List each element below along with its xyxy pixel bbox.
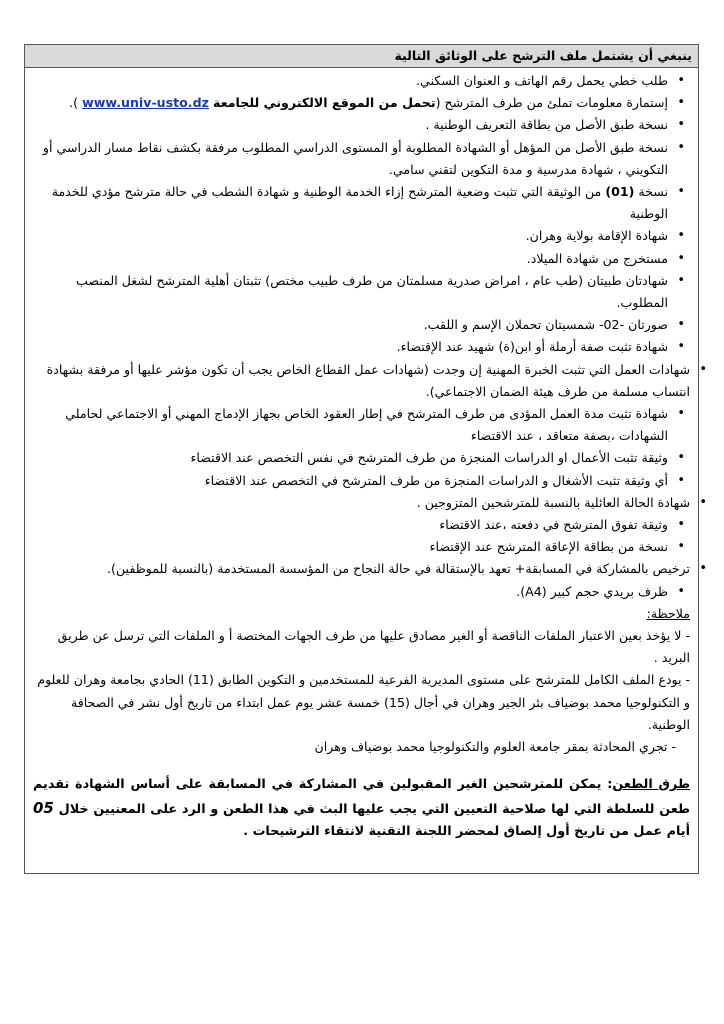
- copy-text-after: من الوثيقة التي تثبت وضعية المترشح إزاء الخدمة الوطنية و شهادة الشطب في حالة مترشح مؤدي للخدمة الوطنية: [51, 184, 668, 222]
- list-item-form: [33, 92, 668, 114]
- list-item: • شهادة الحالة العائلية بالنسبة للمترشحين المتزوجين .: [33, 492, 690, 514]
- requirements-box: [24, 44, 699, 874]
- list-item: • شهادات العمل التي تثبت الخبرة المهنية إن وجدت (شهادات عمل القطاع الخاص يجب أن تكون مؤشر عليها أو مرفقة بشهادة انتساب مسلمة من طرف هيئة الضمان الاجتماعي).: [33, 359, 690, 403]
- list-item: • أي وثيقة تثبت الأشغال و الدراسات المنجزة من طرف المترشح في التخصص عند الاقتضاء: [33, 470, 668, 492]
- appeal-section: [33, 774, 690, 844]
- note-line: - لا يؤخذ بعين الاعتبار الملفات الناقصة أو الغير مصادق عليها من طرف الجهات المختصة أ و الملفات التي ترسل عن طريق البريد .: [57, 628, 690, 666]
- list-item: • شهادة الإقامة بولاية وهران.: [33, 225, 668, 247]
- note-line: - تجري المحادثة بمقر جامعة العلوم والتكنولوجيا محمد بوضياف وهران: [314, 739, 676, 755]
- list-item: • وثيقة تثبت الأعمال او الدراسات المنجزة من طرف المترشح في نفس التخصص عند الاقتضاء: [33, 447, 668, 469]
- list-item: • مستخرج من شهادة الميلاد.: [33, 248, 668, 270]
- list-item: • نسخة طبق الأصل من بطاقة التعريف الوطنية .: [33, 114, 668, 136]
- list-item: • طلب خطي يحمل رقم الهاتف و العنوان السكني.: [33, 70, 668, 92]
- appeal-title: طرق الطعن: [612, 777, 690, 793]
- list-item: • شهادة تثبت صفة أرملة أو ابن(ة) شهيد عند الإقتضاء.: [33, 336, 668, 358]
- list-item: • شهادتان طبيتان (طب عام ، امراض صدرية مسلمتان من طرف طبيب مختص) تثبتان أهلية المترشح لشغل المنصب المطلوب.: [33, 270, 668, 314]
- list-item: • ظرف بريدي حجم كبير (A4).: [33, 581, 668, 603]
- list-item: • صورتان -02- شمسيتان تحملان الإسم و اللقب.: [33, 314, 668, 336]
- note-line: - يودع الملف الكامل للمترشح على مستوى المديرية الفرعية للمستخدمين و التكوين الطابق (11) الحادي بجامعة وهران للعلوم و التكنولوجيا محمد بوضياف بئر الجير وهران في أجال (15) خمسة عشر يوم عمل ابتداء من تاريخ أول نشر في الصحافة الوطنية.: [37, 672, 690, 732]
- section-header: ينبغي أن يشتمل ملف الترشح على الوثائق التالية: [25, 45, 698, 68]
- list-item-national-service: [33, 181, 668, 225]
- appeal-days: 05: [33, 798, 54, 817]
- form-text-bold: تحمل من الموقع الالكتروني للجامعة: [212, 95, 436, 111]
- copy-count: (01): [605, 184, 635, 200]
- list-item: • نسخة من بطاقة الإعاقة المترشح عند الإقتضاء: [33, 536, 668, 558]
- appeal-text-after: أيام عمل من تاريخ أول إلصاق لمحضر اللجنة التقنية لانتقاء الترشيحات .: [243, 824, 690, 840]
- notes-section: [33, 603, 690, 758]
- list-item: • شهادة تثبت مدة العمل المؤدى من طرف المترشح في إطار العقود الخاص بجهاز الإدماج المهني أو الاجتماعي لحاملي الشهادات ،بصفة متعاقد ، عند الاقتضاء: [33, 403, 668, 447]
- form-text-after: ).: [69, 95, 79, 111]
- list-item: • نسخة طبق الأصل من المؤهل أو الشهادة المطلوبة أو المستوى الدراسي المطلوب مرفقة بكشف نقاط مسار الدراسي أو التكويني ، شهادة مدرسية و مدة التكوين لتقني سامي.: [33, 137, 668, 181]
- documents-list: [33, 70, 690, 603]
- form-text-before: إستمارة معلومات تملئ من طرف المترشح (: [435, 95, 668, 111]
- content-body: [25, 68, 698, 844]
- list-item: • ترخيص بالمشاركة في المسابقة+ تعهد بالإستقالة في حالة النجاح من المؤسسة المستخدمة (بالنسبة للموظفين).: [33, 558, 690, 580]
- notes-title: ملاحظة:: [646, 605, 690, 621]
- university-website-link[interactable]: www.univ-usto.dz: [82, 95, 209, 111]
- copy-text-before: نسخة: [634, 184, 668, 200]
- appeal-text-before: : يمكن للمترشحين الغير المقبولين في المشاركة في المسابقة على أساس الشهادة تقديم طعن للسلطة التي لها صلاحية التعيين التي يجب عليها البث في هذا الطعن و الرد على المعنيين خلال: [33, 777, 690, 817]
- list-item: • وثيقة تفوق المترشح في دفعته ،عند الاقتضاء: [33, 514, 668, 536]
